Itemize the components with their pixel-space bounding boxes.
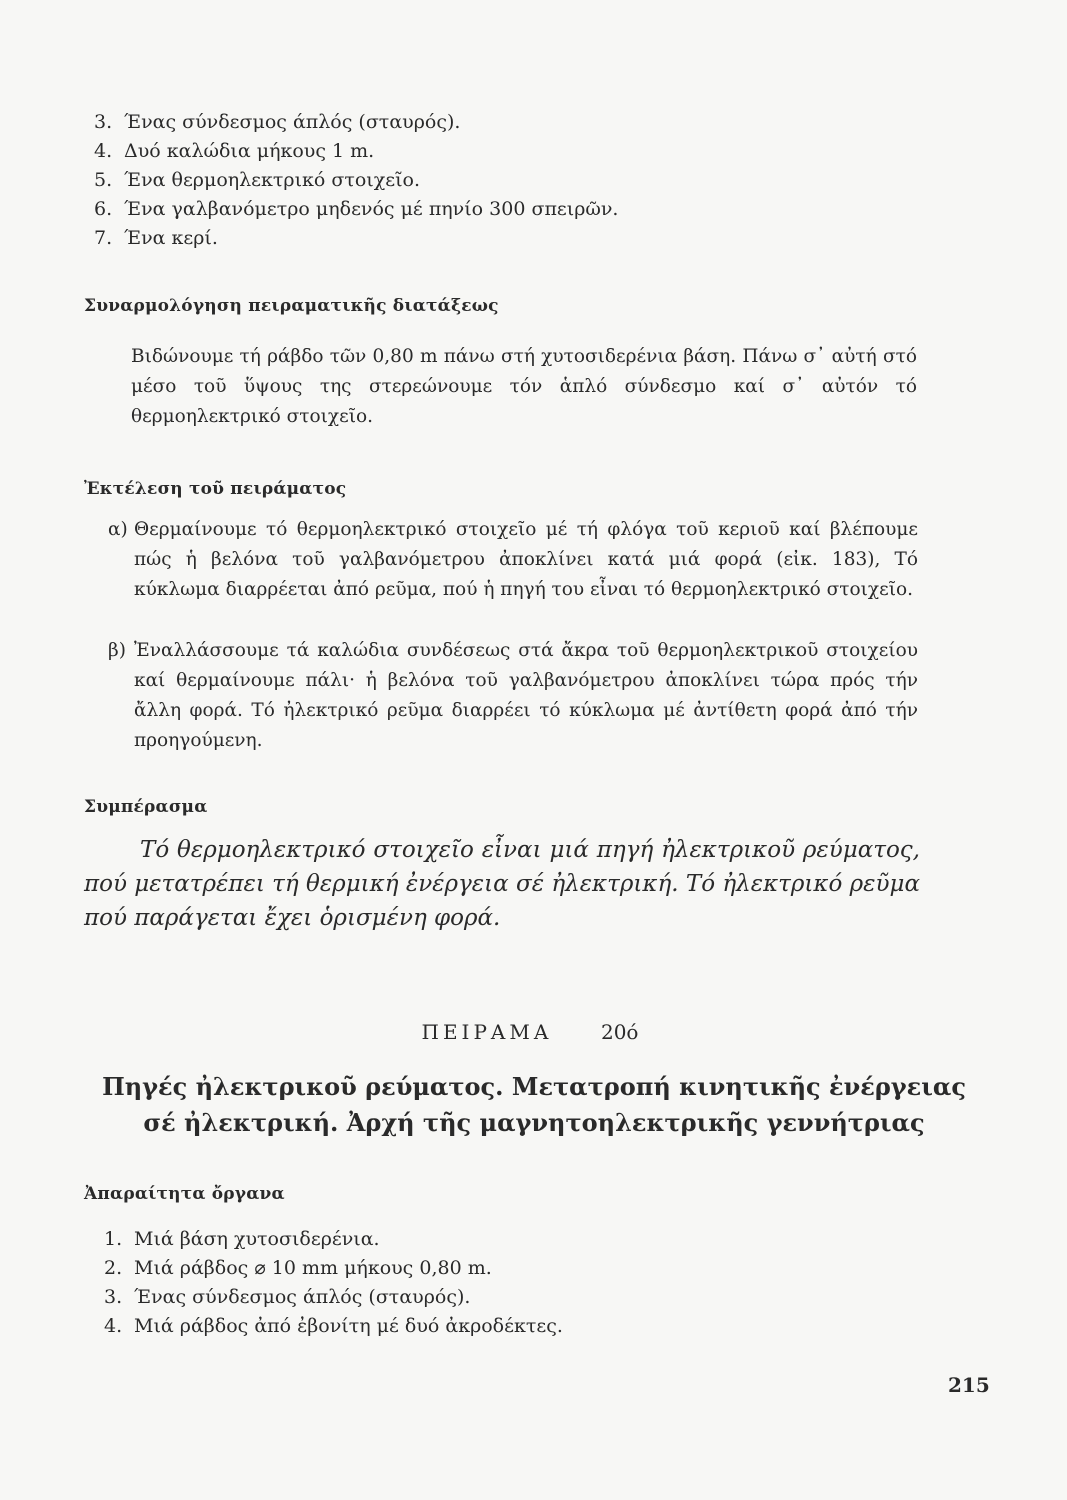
list-item: 3. Ένας σύνδεσμος άπλός (σταυρός). [94, 111, 461, 133]
experiment-label: ΠΕΙΡΑΜΑ 20ό [421, 1020, 639, 1044]
list-item: 4. Δυό καλώδια μήκους 1 m. [94, 140, 375, 162]
list-item: 7. Ένα κερί. [94, 227, 218, 249]
instruments-heading: Ἀπαραίτητα ὄργανα [84, 1184, 285, 1204]
page-number: 215 [948, 1373, 990, 1397]
conclusion-text: Τό θερμοηλεκτρικό στοιχεῖο εἶναι μιά πηγή ἠλεκτρικοῦ ρεύματος, πού μετατρέπει τή θερμική ἐνέργεια σέ ἠλεκτρική. Τό ἠλεκτρικό ρεῦμα πού παράγεται ἔχει ὁρισμένη φορά. [84, 837, 920, 931]
assembly-paragraph: Βιδώνουμε τή ράβδο τῶν 0,80 m πάνω στή χυτοσιδερένια βάση. Πάνω σ᾽ αὐτή στό μέσο τοῦ ὕψους της στερεώνουμε τόν ἁπλό σύνδεσμο καί σ᾽ αὐτόν τό θερμοηλεκτρικό στοιχεῖο. [131, 346, 917, 427]
procedure-heading: Ἐκτέλεση τοῦ πειράματος [84, 479, 347, 499]
list-item: 5. Ένα θερμοηλεκτρικό στοιχεῖο. [94, 169, 421, 191]
step-label: β) [108, 640, 126, 661]
step-label: α) [108, 519, 128, 540]
list-item: 6. Ένα γαλβανόμετρο μηδενός μέ πηνίο 300 σπειρῶν. [94, 198, 619, 220]
step-text: Ἐναλλάσσουμε τά καλώδια συνδέσεως στά ἄκρα τοῦ θερμοηλεκτρικοῦ στοιχείου καί θερμαίνουμε πάλι· ἡ βελόνα τοῦ γαλβανόμετρου ἀποκλίνει τώρα πρός τήν ἄλλη φορά. Τό ἠλεκτρικό ρεῦμα διαρρέει τό κύκλωμα μέ ἀντίθετη φορά ἀπό τήν προηγούμενη. [134, 640, 918, 751]
list-item: 4. Μιά ράβδος ἀπό ἐβονίτη μέ δυό ἀκροδέκτες. [104, 1315, 563, 1337]
top-instrument-list [94, 108, 618, 253]
list-item: 2. Μιά ράβδος ⌀ 10 mm μήκους 0,80 m. [104, 1257, 492, 1279]
list-item: 3. Ένας σύνδεσμος άπλός (σταυρός). [104, 1286, 471, 1308]
procedure-step-a [108, 515, 918, 640]
assembly-heading: Συναρμολόγηση πειραματικῆς διατάξεως [84, 296, 499, 316]
conclusion-heading: Συμπέρασμα [84, 797, 208, 817]
instruments-list [104, 1225, 563, 1341]
list-item: 1. Μιά βάση χυτοσιδερένια. [104, 1228, 380, 1250]
procedure-step-b [108, 636, 918, 761]
step-text: Θερμαίνουμε τό θερμοηλεκτρικό στοιχεῖο μέ τή φλόγα τοῦ κεριοῦ καί βλέπουμε πώς ἡ βελόνα τοῦ γαλβανόμετρου ἀποκλίνει κατά μιά φορά (εἰκ. 183), Τό κύκλωμα διαρρέεται ἀπό ρεῦμα, πού ἡ πηγή του εἶναι τό θερμοηλεκτρικό στοιχεῖο. [134, 519, 918, 600]
experiment-title: Πηγές ἠλεκτρικοῦ ρεύματος. Μετατροπή κινητικῆς ἐνέργειας σέ ἠλεκτρική. Ἀρχή τῆς μαγνητοηλεκτρικῆς γεννήτριας [102, 1072, 966, 1137]
